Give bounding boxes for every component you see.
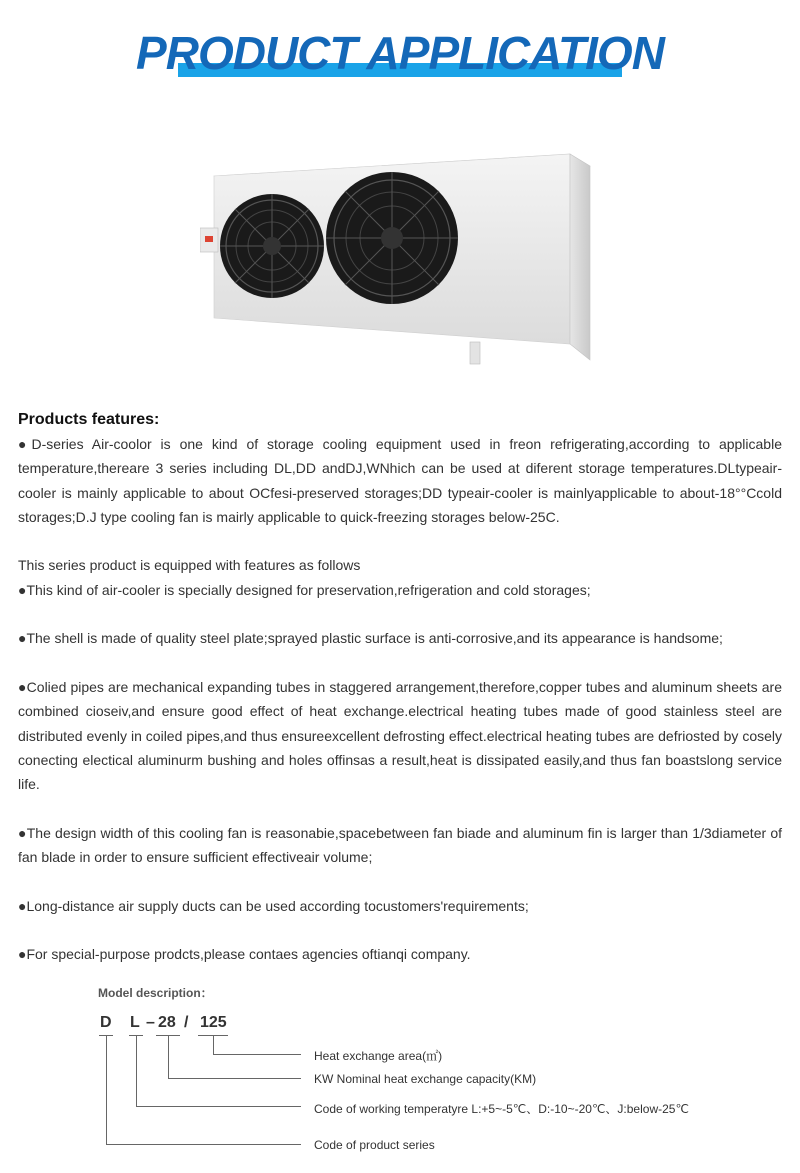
fan-right-icon: [326, 172, 458, 304]
features-intro: ●D-series Air-coolor is one kind of storage cooling equipment used in freon refrigerating,according to applicable temperature,thereare 3 series including DL,DD andDJ,WNhich can be used at diferent storage temperatures.DLtypeair-cooler is mainly applicable to about OCfesi-preserved storages;DD typeair-cooler is mainlyapplicable to about-18°°Ccold storages;D.J type cooling fan is mairly applicable to quick-freezing storages below-25C.: [18, 436, 782, 525]
code-area-number: 125: [200, 1014, 227, 1031]
feature-item: ●For special-purpose prodcts,please contaes agencies oftianqi company.: [18, 946, 471, 963]
page-title: PRODUCT APPLICATION: [136, 27, 664, 79]
desc-heat-exchange-area: Heat exchange area(㎡): [314, 1049, 443, 1063]
features-section: [18, 408, 782, 967]
model-description-diagram: [96, 984, 776, 1164]
feature-item: ●Colied pipes are mechanical expanding tubes in staggered arrangement,therefore,copper tubes and aluminum sheets are combined cioseiv,and ensure good effect of heat exchange.electrical heating tubes made of good stainless steel are distributed evenly in coiled pipes,and thus ensureexcellent defrosting effect.electrical heating tubes are defriosted by cosely conecting electical aluminurm bushing and holes offinsas a result,heat is dissipated easily,and thus fan boastslong service life.: [18, 678, 782, 793]
feature-item: ●The design width of this cooling fan is reasonabie,spacebetween fan biade and aluminum fin is larger than 1/3diameter of fan blade in order to ensure sufficient effectiveair volume;: [18, 824, 782, 866]
page-header: [0, 18, 800, 88]
desc-nominal-capacity: KW Nominal heat exchange capacity(KM): [314, 1072, 537, 1086]
feature-item: ●This kind of air-cooler is specially designed for preservation,refrigeration and cold storages;: [18, 581, 591, 598]
fan-left-icon: [220, 194, 324, 298]
desc-product-series: Code of product series: [314, 1138, 435, 1152]
feature-item: ●The shell is made of quality steel plate;sprayed plastic surface is anti-corrosive,and its appearance is handsome;: [18, 630, 723, 647]
model-description-title: Model description：: [98, 986, 213, 1000]
features-heading: Products features:: [18, 411, 160, 428]
code-capacity-number: 28: [158, 1014, 176, 1031]
code-letter-l: L: [130, 1014, 140, 1031]
code-slash: /: [184, 1014, 189, 1031]
air-cooler-product-image: [200, 148, 600, 370]
desc-working-temperature: Code of working temperatyre L:+5~-5℃、D:-10~-20℃、J:below-25℃: [314, 1102, 689, 1116]
code-letter-d: D: [100, 1014, 112, 1031]
series-line: This series product is equipped with features as follows: [18, 557, 361, 574]
code-dash: –: [146, 1014, 155, 1031]
feature-item: ●Long-distance air supply ducts can be used according tocustomers'requirements;: [18, 897, 529, 914]
